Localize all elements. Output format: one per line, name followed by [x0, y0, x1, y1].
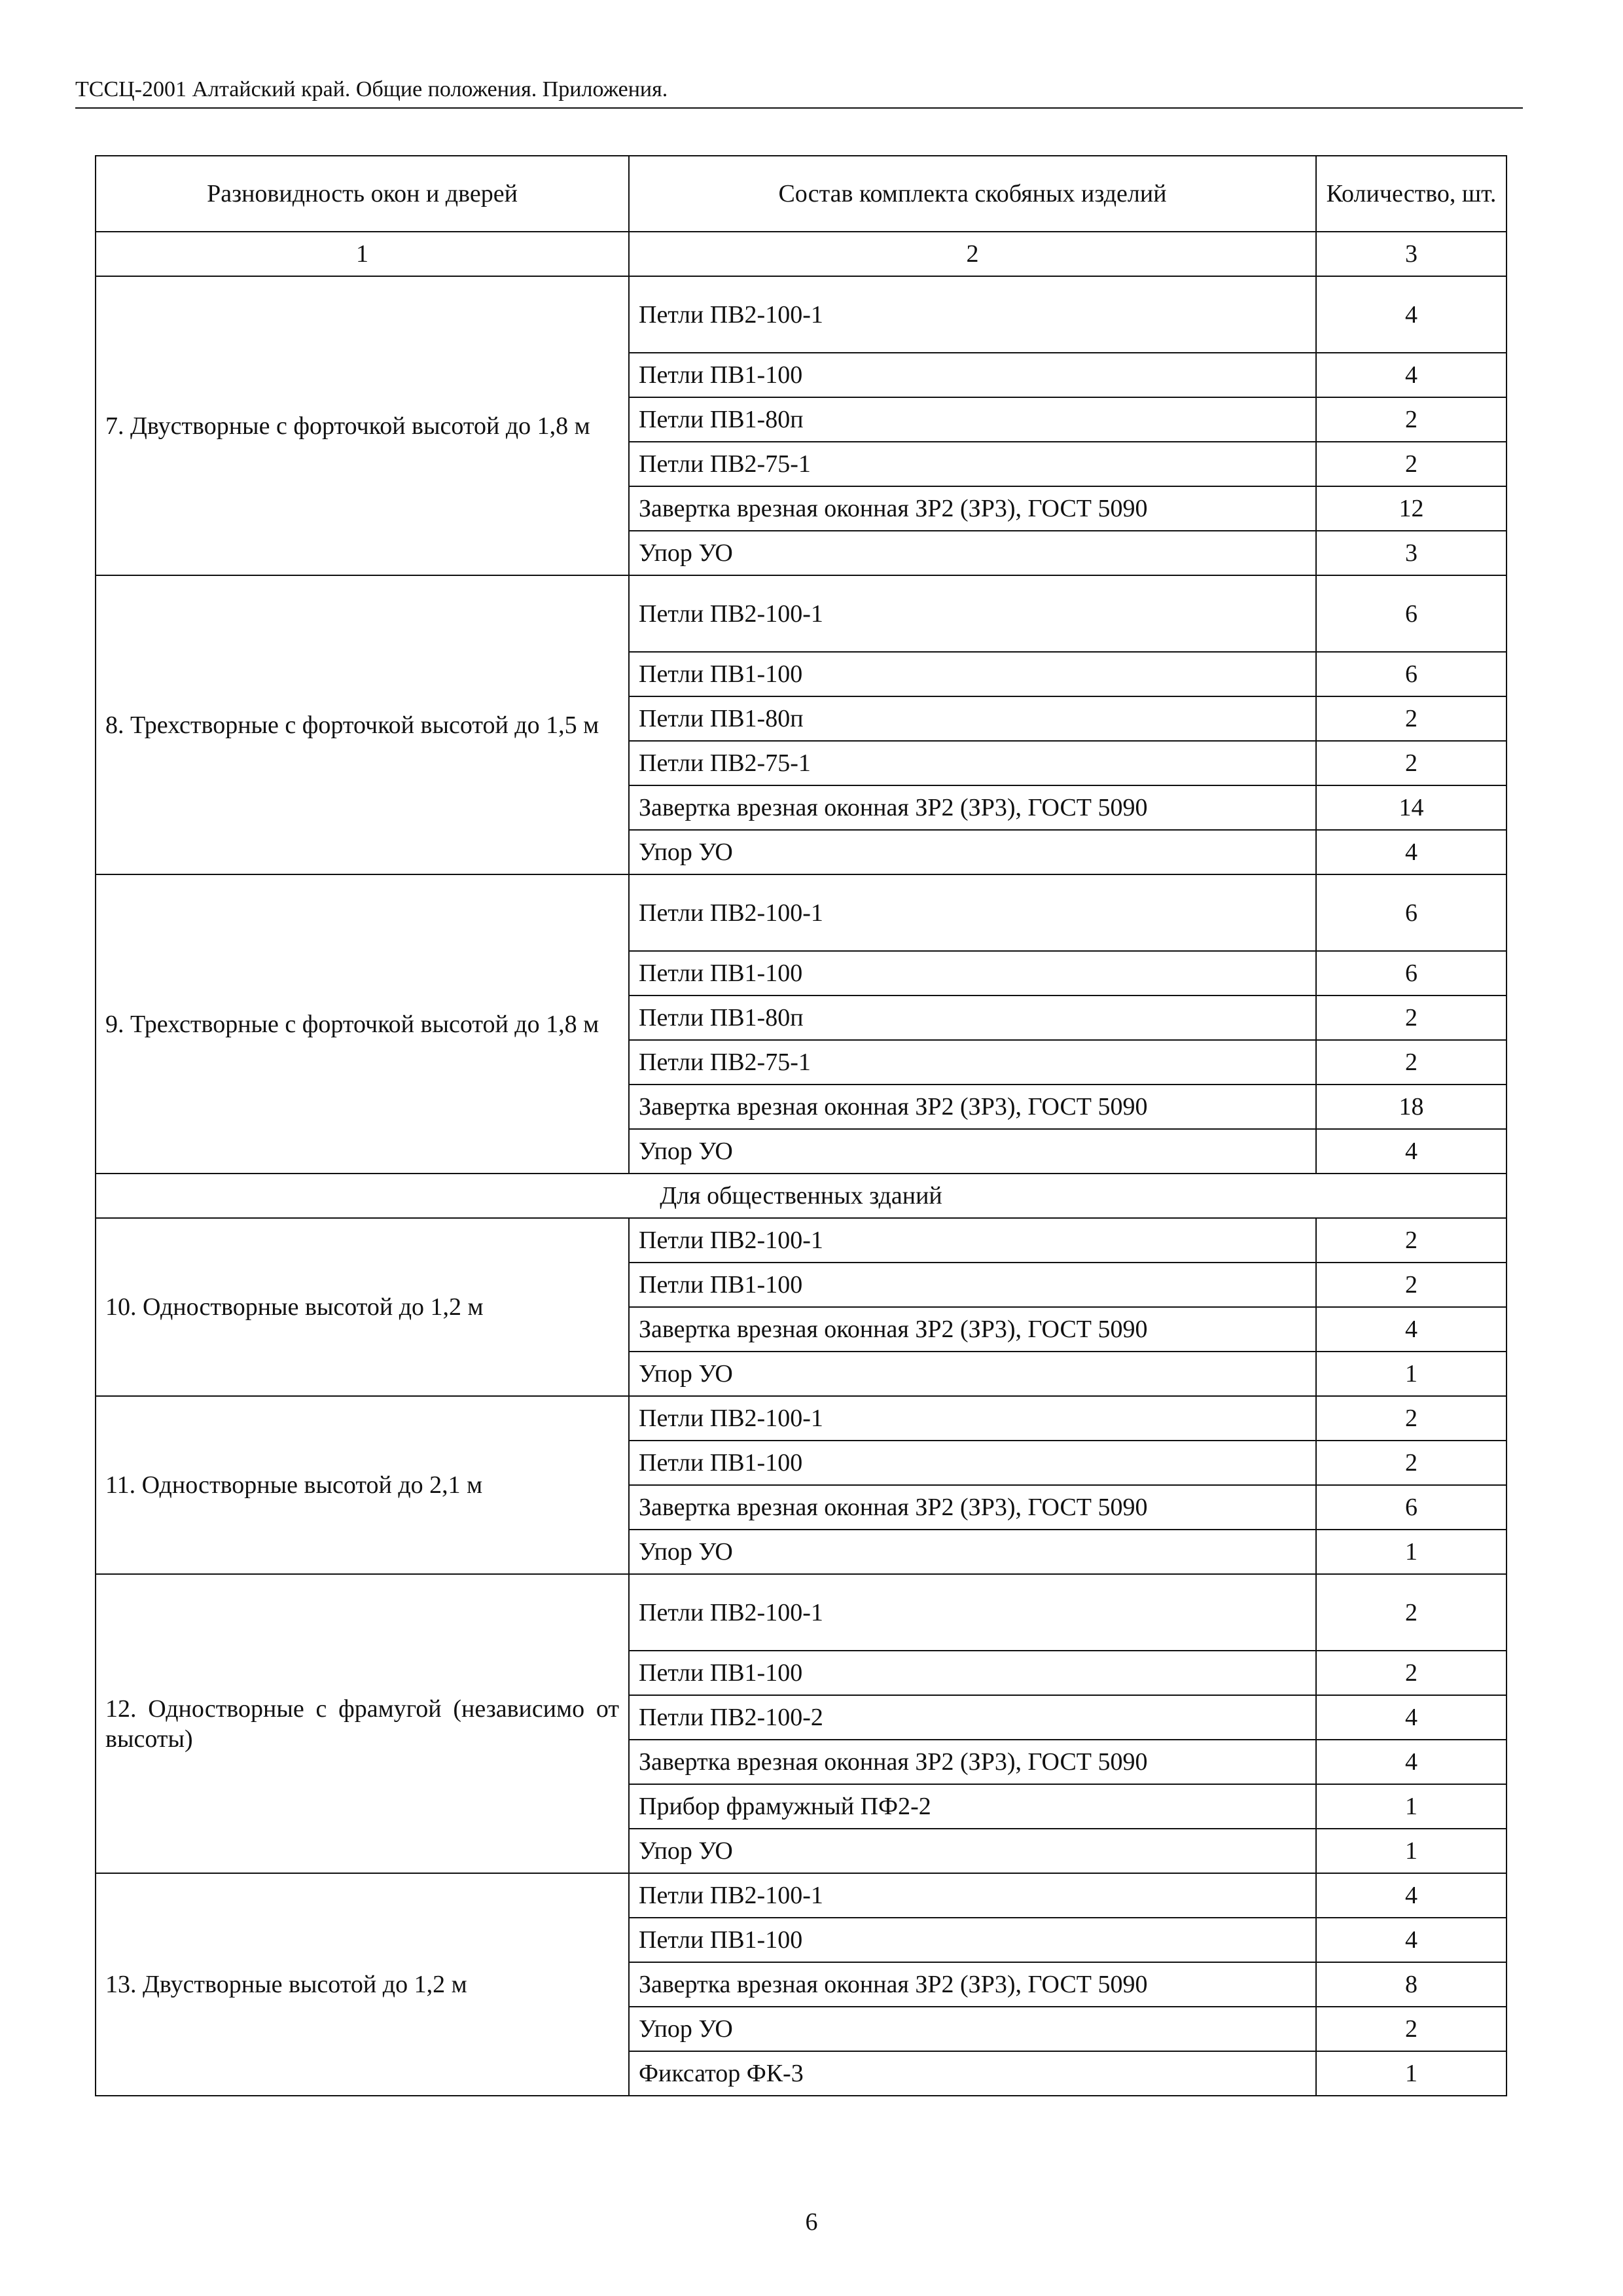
quantity: 4 — [1316, 1307, 1507, 1352]
window-type-cell: 9. Трехстворные с форточкой высотой до 1,8 м — [96, 874, 629, 1174]
hardware-kit-table — [95, 155, 1507, 2096]
hardware-item: Петли ПВ2-100-1 — [629, 874, 1316, 951]
hardware-item: Петли ПВ2-100-1 — [629, 575, 1316, 652]
quantity: 2 — [1316, 2007, 1507, 2051]
table-row — [96, 276, 1507, 353]
hardware-item: Петли ПВ1-80п — [629, 696, 1316, 741]
quantity: 2 — [1316, 1396, 1507, 1441]
table-row — [96, 874, 1507, 951]
hardware-item: Петли ПВ2-75-1 — [629, 1040, 1316, 1085]
column-header-kit: Состав комплекта скобяных изделий — [629, 156, 1316, 232]
hardware-item: Петли ПВ2-100-1 — [629, 1873, 1316, 1918]
quantity: 2 — [1316, 442, 1507, 486]
quantity: 1 — [1316, 2051, 1507, 2096]
hardware-item: Прибор фрамужный ПФ2-2 — [629, 1784, 1316, 1829]
quantity: 6 — [1316, 575, 1507, 652]
hardware-item: Петли ПВ2-75-1 — [629, 741, 1316, 785]
hardware-item: Петли ПВ2-100-2 — [629, 1695, 1316, 1740]
table-row — [96, 575, 1507, 652]
hardware-item: Петли ПВ1-100 — [629, 1918, 1316, 1962]
hardware-item: Петли ПВ2-75-1 — [629, 442, 1316, 486]
hardware-item: Завертка врезная оконная ЗР2 (ЗР3), ГОСТ 5090 — [629, 1085, 1316, 1129]
quantity: 14 — [1316, 785, 1507, 830]
column-number: 3 — [1316, 232, 1507, 276]
quantity: 2 — [1316, 1574, 1507, 1651]
section-title: Для общественных зданий — [96, 1174, 1507, 1218]
hardware-item: Упор УО — [629, 1352, 1316, 1396]
hardware-item: Петли ПВ2-100-1 — [629, 1218, 1316, 1263]
hardware-item: Упор УО — [629, 1829, 1316, 1873]
hardware-item: Петли ПВ1-100 — [629, 1441, 1316, 1485]
quantity: 6 — [1316, 652, 1507, 696]
quantity: 6 — [1316, 874, 1507, 951]
header-rule — [75, 107, 1523, 109]
quantity: 8 — [1316, 1962, 1507, 2007]
column-header-type: Разновидность окон и дверей — [96, 156, 629, 232]
hardware-item: Завертка врезная оконная ЗР2 (ЗР3), ГОСТ 5090 — [629, 486, 1316, 531]
quantity: 2 — [1316, 1040, 1507, 1085]
hardware-item: Упор УО — [629, 830, 1316, 874]
hardware-item: Завертка врезная оконная ЗР2 (ЗР3), ГОСТ 5090 — [629, 1740, 1316, 1784]
quantity: 1 — [1316, 1352, 1507, 1396]
quantity: 18 — [1316, 1085, 1507, 1129]
page-number: 6 — [805, 2208, 818, 2236]
quantity: 2 — [1316, 1651, 1507, 1695]
hardware-item: Петли ПВ1-100 — [629, 652, 1316, 696]
table-row — [96, 1396, 1507, 1441]
hardware-item: Петли ПВ1-80п — [629, 996, 1316, 1040]
quantity: 1 — [1316, 1784, 1507, 1829]
window-type-cell: 7. Двустворные с форточкой высотой до 1,8 м — [96, 276, 629, 575]
table-row — [96, 1873, 1507, 1918]
quantity: 2 — [1316, 1441, 1507, 1485]
hardware-item: Петли ПВ2-100-1 — [629, 1396, 1316, 1441]
hardware-item: Упор УО — [629, 531, 1316, 575]
hardware-item: Петли ПВ1-80п — [629, 397, 1316, 442]
quantity: 6 — [1316, 1485, 1507, 1530]
quantity: 1 — [1316, 1829, 1507, 1873]
column-number-row — [96, 232, 1507, 276]
quantity: 3 — [1316, 531, 1507, 575]
quantity: 4 — [1316, 830, 1507, 874]
hardware-item: Упор УО — [629, 2007, 1316, 2051]
table-header-row — [96, 156, 1507, 232]
hardware-item: Завертка врезная оконная ЗР2 (ЗР3), ГОСТ 5090 — [629, 1307, 1316, 1352]
quantity: 4 — [1316, 353, 1507, 397]
hardware-item: Упор УО — [629, 1530, 1316, 1574]
quantity: 2 — [1316, 1218, 1507, 1263]
hardware-item: Петли ПВ2-100-1 — [629, 1574, 1316, 1651]
table-row — [96, 1574, 1507, 1651]
hardware-item: Завертка врезная оконная ЗР2 (ЗР3), ГОСТ 5090 — [629, 1485, 1316, 1530]
quantity: 1 — [1316, 1530, 1507, 1574]
hardware-item: Завертка врезная оконная ЗР2 (ЗР3), ГОСТ 5090 — [629, 785, 1316, 830]
section-row — [96, 1174, 1507, 1218]
hardware-item: Петли ПВ1-100 — [629, 353, 1316, 397]
column-number: 2 — [629, 232, 1316, 276]
hardware-item: Петли ПВ2-100-1 — [629, 276, 1316, 353]
hardware-item: Упор УО — [629, 1129, 1316, 1174]
quantity: 4 — [1316, 1129, 1507, 1174]
hardware-item: Петли ПВ1-100 — [629, 1263, 1316, 1307]
quantity: 2 — [1316, 996, 1507, 1040]
column-header-quantity: Количество, шт. — [1316, 156, 1507, 232]
quantity: 4 — [1316, 276, 1507, 353]
window-type-cell: 8. Трехстворные с форточкой высотой до 1,5 м — [96, 575, 629, 874]
quantity: 6 — [1316, 951, 1507, 996]
hardware-item: Фиксатор ФК-3 — [629, 2051, 1316, 2096]
window-type-cell: 10. Одностворные высотой до 1,2 м — [96, 1218, 629, 1396]
hardware-item: Завертка врезная оконная ЗР2 (ЗР3), ГОСТ 5090 — [629, 1962, 1316, 2007]
quantity: 2 — [1316, 741, 1507, 785]
table-row — [96, 1218, 1507, 1263]
hardware-item: Петли ПВ1-100 — [629, 1651, 1316, 1695]
quantity: 2 — [1316, 696, 1507, 741]
quantity: 2 — [1316, 1263, 1507, 1307]
quantity: 4 — [1316, 1695, 1507, 1740]
running-header: ТССЦ-2001 Алтайский край. Общие положения. Приложения. — [75, 77, 668, 101]
hardware-item: Петли ПВ1-100 — [629, 951, 1316, 996]
quantity: 4 — [1316, 1873, 1507, 1918]
window-type-cell: 12. Одностворные с фрамугой (независимо от высоты) — [96, 1574, 629, 1873]
column-number: 1 — [96, 232, 629, 276]
quantity: 12 — [1316, 486, 1507, 531]
quantity: 4 — [1316, 1740, 1507, 1784]
quantity: 2 — [1316, 397, 1507, 442]
window-type-cell: 11. Одностворные высотой до 2,1 м — [96, 1396, 629, 1574]
quantity: 4 — [1316, 1918, 1507, 1962]
window-type-cell: 13. Двустворные высотой до 1,2 м — [96, 1873, 629, 2096]
